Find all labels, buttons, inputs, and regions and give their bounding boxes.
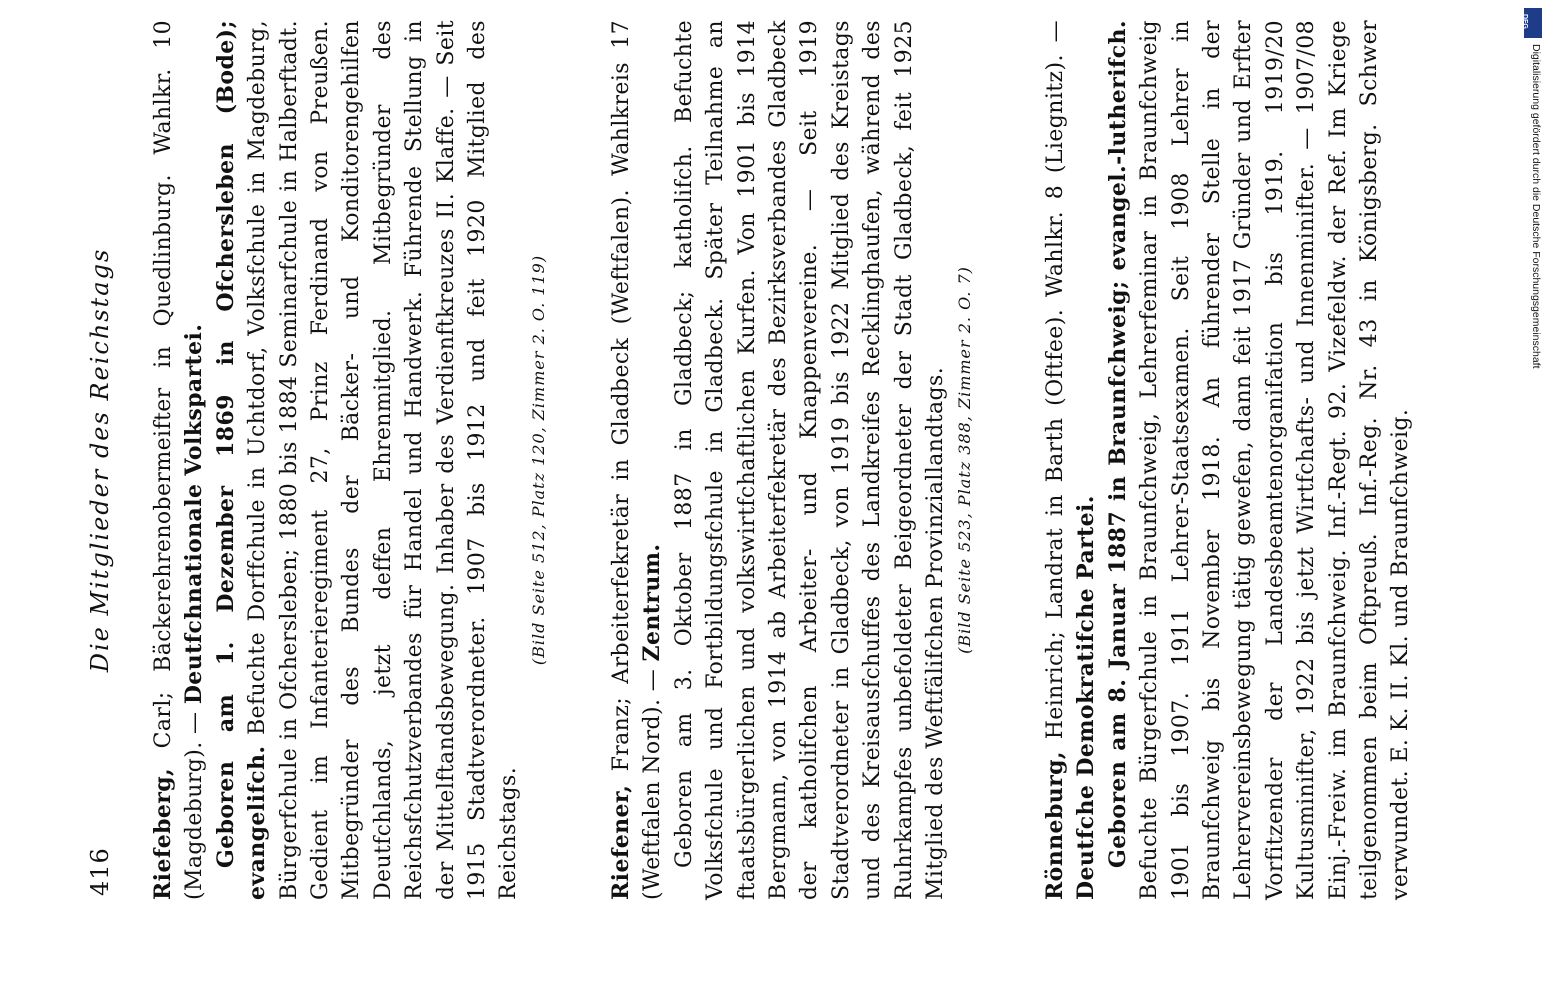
entry-biography xyxy=(211,20,525,900)
entry-biography xyxy=(1103,20,1417,900)
running-title: Die Mitglieder des Reichstags xyxy=(86,247,114,673)
digitization-credit xyxy=(1520,8,1548,708)
member-entry-riefeberg xyxy=(148,20,548,900)
birth-line: Geboren am 1. Dezember 1869 in Ofchersleben (Bode); evangelifch. xyxy=(212,20,271,900)
member-entry-riefener xyxy=(606,20,974,900)
member-name: Rönneburg, xyxy=(1042,751,1068,900)
rotated-page-content xyxy=(80,20,1500,900)
member-name: Riefeberg, xyxy=(150,767,176,900)
biography-text: Befuchte Dorffchule in Uchtdorf, Volksfchule in Magdeburg, Bürgerfchule in Ofchersleben; 1880 bis 1884 Seminarfchule in Halberftadt. Gedient im Infanterieregiment 27, Prinz Ferdinand von Preußen. Mitbegründer des Bundes der Bäcker- und Konditorengehilfen Deutfchlands, jetzt deffen Ehrenmitglied. Mitbegründer des Reichsfchutzverbandes für Handel und Handwerk. Führende Stellung in der Mittelftandsbewegung. Inhaber des Verdienftkreuzes II. Klaffe. — Seit 1915 Stadtverordneter. 1907 bis 1912 und feit 1920 Mitglied des Reichstags. xyxy=(245,20,522,900)
member-party: Deutfche Demokratifche Partei. xyxy=(1073,495,1100,900)
entry-heading xyxy=(606,20,669,900)
member-party: Zentrum. xyxy=(639,543,666,662)
entry-heading xyxy=(1040,20,1103,900)
member-party: Deutfchnationale Volkspartei. xyxy=(181,323,208,705)
page-number: 416 xyxy=(86,847,114,896)
member-intro: Carl; Bäckerehrenobermeifter in Quedlinburg. Wahlkr. 10 (Magdeburg). — xyxy=(151,20,208,900)
credit-text: Digitalisierung gefördert durch die Deutsche Forschungsgemeinschaft xyxy=(1530,44,1542,369)
birth-line: Geboren am 8. Januar 1887 in Braunfchweig; evangel.-lutherifch. xyxy=(1104,20,1131,868)
entry-heading xyxy=(148,20,211,900)
member-name: Riefener, xyxy=(608,784,634,900)
biography-text: Befuchte Bürgerfchule in Braunfchweig, Lehrerfeminar in Braunfchweig 1901 bis 1907. 1911 Lehrer-Staatsexamen. Seit 1908 Lehrer in Braunfchweig bis November 1918. An führender Stelle in der Lehrervereinsbewegung tätig gewefen, dann feit 1917 Gründer und Erfter Vorfitzender der Landesbeamtenorganifation bis 1919. 1919/20 Kultusminifter, 1922 bis jetzt Wirtfchafts- und Innenminifter. — 1907/08 Einj.-Freiw. im Braunfchweig. Inf.-Regt. 92. Vizefeldw. der Ref. Im Kriege teilgenommen beim Oftpreuß. Inf.-Reg. Nr. 43 in Königsberg. Schwer verwundet. E. K. II. Kl. und Braunfchweig. xyxy=(1137,20,1414,900)
entry-biography xyxy=(669,20,952,900)
dfg-logo: DFG xyxy=(1524,8,1542,38)
member-entry-roenneburg xyxy=(1040,20,1417,900)
member-intro: Heinrich; Landrat in Barth (Oftfee). Wahlkr. 8 (Liegnitz). — xyxy=(1043,20,1068,752)
picture-reference: (Bild Seite 512, Platz 120, Zimmer 2. O. 119) xyxy=(528,254,548,666)
picture-reference: (Bild Seite 523, Platz 388, Zimmer 2. O. 7) xyxy=(955,266,975,654)
member-intro: Franz; Arbeiterfekretär in Gladbeck (Weftfalen). Wahlkreis 17 (Weftfalen Nord). — xyxy=(609,20,666,900)
biography-text: Geboren am 3. Oktober 1887 in Gladbeck; katholifch. Befuchte Volksfchule und Fortbildungsfchule in Gladbeck. Später Teilnahme an ftaatsbürgerlichen und volkswirtfchaftlichen Kurfen. Von 1901 bis 1914 Bergmann, von 1914 ab Arbeiterfekretär des Bezirksverbandes Gladbeck der katholifchen Arbeiter- und Knappenvereine. — Seit 1919 Stadtverordneter in Gladbeck, von 1919 bis 1922 Mitglied des Kreistags und des Kreisausfchuffes des Landkreifes Recklinghaufen, während des Ruhrkampfes unbefoldeter Beigeordneter der Stadt Gladbeck, feit 1925 Mitglied des Weftfälifchen Provinziallandtags. xyxy=(671,20,949,900)
page-header xyxy=(80,20,124,900)
